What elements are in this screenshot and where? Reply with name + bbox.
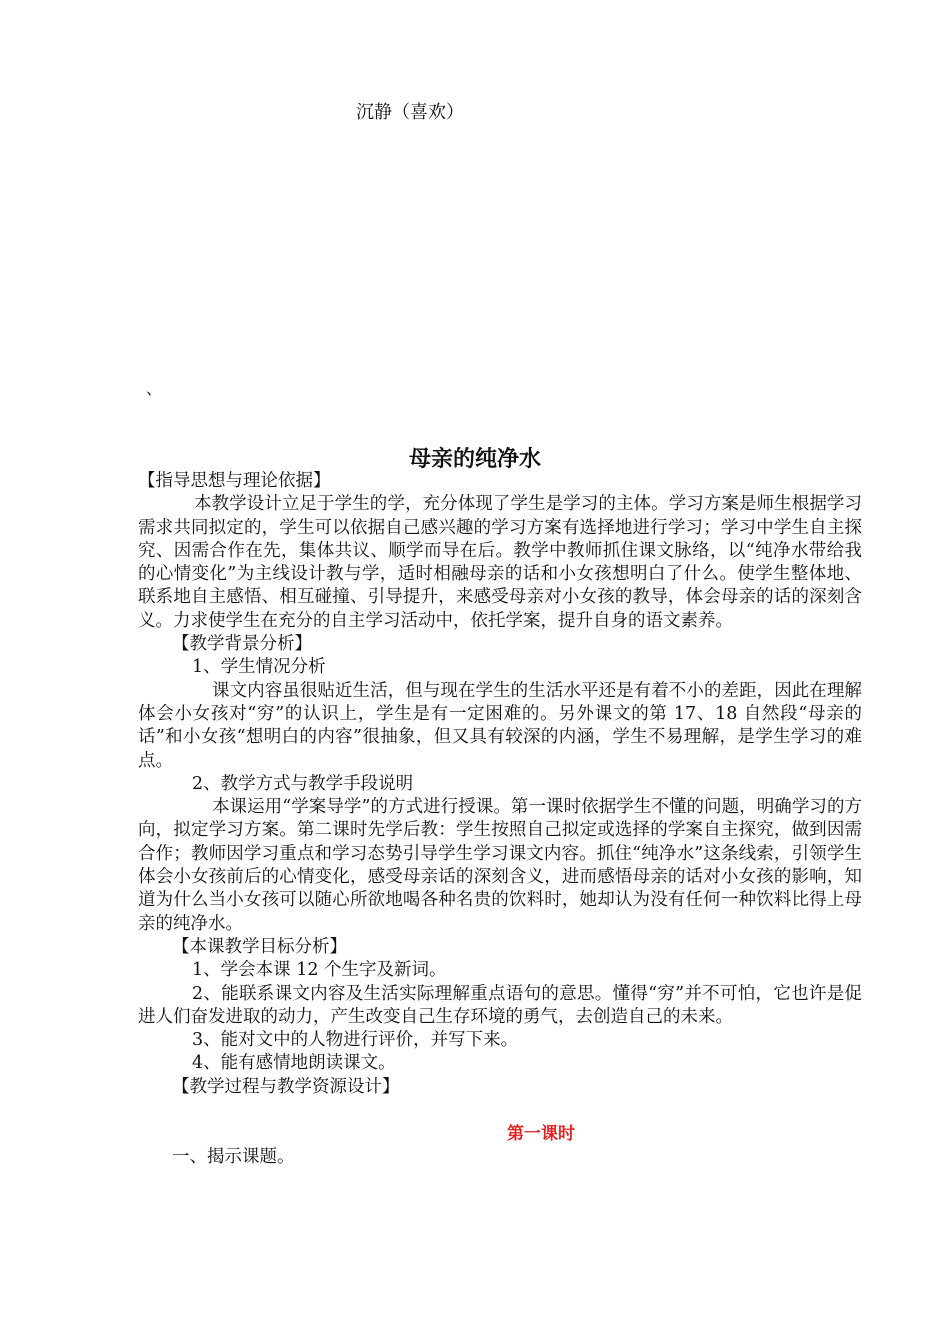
process-heading: 【教学过程与教学资源设计】 [172, 1076, 400, 1097]
page-title: 母亲的纯净水 [408, 447, 541, 472]
goals-heading: 【本课教学目标分析】 [172, 936, 347, 957]
guide-paragraph: 本教学设计立足于学生的学，充分体现了学生是学习的主体。学习方案是师生根据学习需求共同拟定的，学生可以依据自己感兴趣的学习方案有选择地进行学习；学习中学生自主探究、因需合作在先，集体共议、顺学而导在后。教学中教师抓住课文脉络，以“纯净水带给我的心情变化”为主线设计教与学，适时相融母亲的话和小女孩想明白了什么。使学生整体地、联系地自主感悟、相互碰撞、引导提升，来感受母亲对小女孩的教导，体会母亲的话的深刻含义。力求使学生在充分的自主学习活动中，依托学案，提升自身的语文素养。 [138, 494, 862, 631]
lesson-label: 第一课时 [507, 1124, 575, 1145]
step-1: 一、揭示课题。 [172, 1147, 295, 1168]
background-item-1: 1、学生情况分析 [192, 657, 326, 678]
guide-heading: 【指导思想与理论依据】 [138, 471, 331, 491]
background-item-2: 2、教学方式与教学手段说明 [192, 773, 414, 794]
background-item-2-paragraph: 本课运用“学案导学”的方式进行授课。第一课时依据学生不懂的问题，明确学习的方向，拟定学习方案。第二课时先学后教：学生按照自己拟定或选择的学案自主探究，做到因需合作；教师因学习重点和学习态势引导学生学习课文内容。抓住“纯净水”这条线索，引领学生体会小女孩前后的心情变化，感受母亲话的深刻含义，进而感悟母亲的话对小女孩的影响，知道为什么当小女孩可以随心所欲地喝各种名贵的饮料时，她却认为没有任何一种饮料比得上母亲的纯净水。 [138, 797, 862, 934]
stray-mark: 、 [146, 379, 163, 398]
background-item-1-paragraph: 课文内容虽很贴近生活，但与现在学生的生活水平还是有着不小的差距，因此在理解体会小女孩对“穷”的认识上，学生是有一定困难的。另外课文的第 17、18 自然段“母亲的话”和小女孩“想明白的内容”很抽象，但又具有较深的内涵，学生不易理解，是学生学习的难点。 [138, 680, 862, 771]
top-word: 沉静（喜欢） [356, 102, 464, 123]
goal-3: 3、能对文中的人物进行评价，并写下来。 [192, 1030, 519, 1051]
document-body [138, 470, 862, 1170]
background-heading: 【教学背景分析】 [172, 634, 312, 655]
goal-2: 2、能联系课文内容及生活实际理解重点语句的意思。懂得“穷”并不可怕，它也许是促进人们奋发进取的动力，产生改变自己生存环境的勇气，去创造自己的未来。 [138, 983, 862, 1027]
goal-4: 4、能有感情地朗读课文。 [192, 1053, 396, 1074]
goal-1: 1、学会本课 12 个生字及新词。 [192, 960, 447, 981]
